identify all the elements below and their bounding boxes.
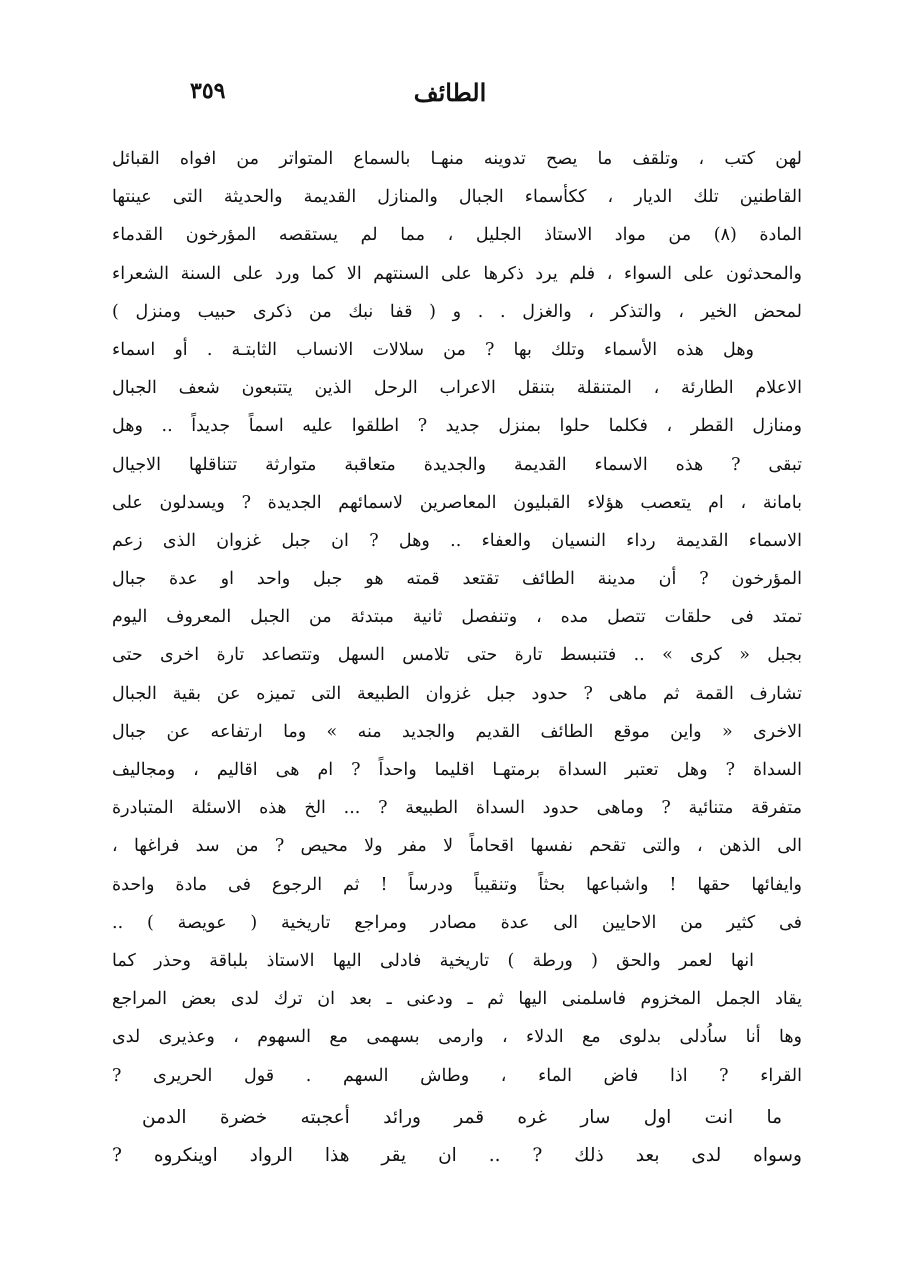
text-line: وايفائها حقها ! واشباعها بحثاً وتنقيباً ودرساً ! ثم الرجوع فى مادة واحدة xyxy=(112,874,802,895)
running-title: الطائف xyxy=(413,78,487,107)
text-line: الاخرى « واين موقع الطائف القديم والجديد منه » وما ارتفاعه عن جبال xyxy=(112,721,802,742)
text-line: السداة ? وهل تعتبر السداة برمتهـا اقليما واحداً ? ام هى اقاليم ، ومجاليف xyxy=(112,760,802,780)
text-line: تبقى ? هذه الاسماء القديمة والجديدة متعاقبة متوارثة تتناقلها الاجيال xyxy=(112,454,802,475)
text-line: الاسماء القديمة رداء النسيان والعفاء .. وهل ? ان جبل غزوان الذى زعم xyxy=(112,530,802,551)
text-line: لمحض الخير ، والتذكر ، والغزل . . و ( قفا نبك من ذكرى حبيب ومنزل ) xyxy=(112,301,802,322)
text-line: فى كثير من الاحايين الى عدة مصادر ومراجع تاريخية ( عويصة ) .. xyxy=(112,912,802,933)
text-line: يقاد الجمل المخزوم فاسلمنى اليها ثم ـ ودعنى ـ بعد ان ترك لدى بعض المراجع xyxy=(112,989,802,1010)
text-line: الى الذهن ، والتى تقحم نفسها اقحاماً لا مفر ولا محيص ? من سد فراغها ، xyxy=(112,836,802,857)
text-line: القاطنين تلك الديار ، ككأسماء الجبال والمنازل القديمة والحديثة التى عينتها xyxy=(112,187,802,208)
paragraph-3 xyxy=(112,942,802,1095)
text-line: الاعلام الطارئة ، المتنقلة بتنقل الاعراب الرحل الذين يتتبعون شعف الجبال xyxy=(112,378,802,399)
text-line: تمتد فى حلقات تتصل مده ، وتنفصل ثانية مبتدئة من الجبل المعروف اليوم xyxy=(112,607,802,628)
text-line: لهن كتب ، وتلقف ما يصح تدوينه منهـا بالسماع المتواتر من افواه القبائل xyxy=(112,149,802,169)
page-number: ٣٥٩ xyxy=(190,78,226,104)
body-text xyxy=(112,140,802,1175)
text-line: المادة (٨) من مواد الاستاذ الجليل ، مما لم يستقصه المؤرخون القدماء xyxy=(112,225,802,246)
text-line: بجبل « كرى » .. فتنبسط تارة حتى تلامس السهل وتتصاعد تارة اخرى حتى xyxy=(112,645,802,666)
text-line: والمحدثون على السواء ، فلم يرد ذكرها على السنتهم الا كما ورد على السنة الشعراء xyxy=(112,263,802,284)
poem-verse xyxy=(112,1099,802,1175)
text-line: متفرقة متنائية ? وماهى حدود السداة الطبيعة ? ... الخ هذه الاسئلة المتبادرة xyxy=(112,798,802,819)
text-line: ومنازل القطر ، فكلما حلوا بمنزل جديد ? اطلقوا عليه اسماً جديداً .. وهل xyxy=(112,416,802,437)
text-line: المؤرخون ? أن مدينة الطائف تقتعد قمته هو جبل واحد او عدة جبال xyxy=(112,569,802,590)
poem-line: وسواه لدى بعد ذلك ? .. ان يقر هذا الرواد اوينكروه ? xyxy=(112,1144,802,1166)
text-line: تشارف القمة ثم ماهى ? حدود جبل غزوان الطبيعة التى تميزه عن بقية الجبال xyxy=(112,683,802,704)
paragraph-2 xyxy=(112,331,802,942)
text-line: القراء ? اذا فاض الماء ، وطاش السهم . قول الحريرى ? xyxy=(112,1065,802,1086)
text-line: انها لعمر والحق ( ورطة ) تاريخية فادلى اليها الاستاذ بلباقة وحذر كما xyxy=(112,950,754,971)
page-header xyxy=(190,78,710,118)
text-line: بامانة ، ام يتعصب هؤلاء القبليون المعاصرين لاسمائهم الجديدة ? ويسدلون على xyxy=(112,492,802,513)
text-line: وها أنا ساُدلى بدلوى مع الدلاء ، وارمى بسهمى مع السهوم ، وعذيرى لدى xyxy=(112,1027,802,1048)
poem-line: ما انت اول سار غره قمر ورائد أعجبته خضرة الدمن xyxy=(142,1106,782,1128)
text-line: وهل هذه الأسماء وتلك بها ? من سلالات الانساب الثابتـة . أو اسماء xyxy=(112,339,754,360)
paragraph-1 xyxy=(112,140,802,331)
